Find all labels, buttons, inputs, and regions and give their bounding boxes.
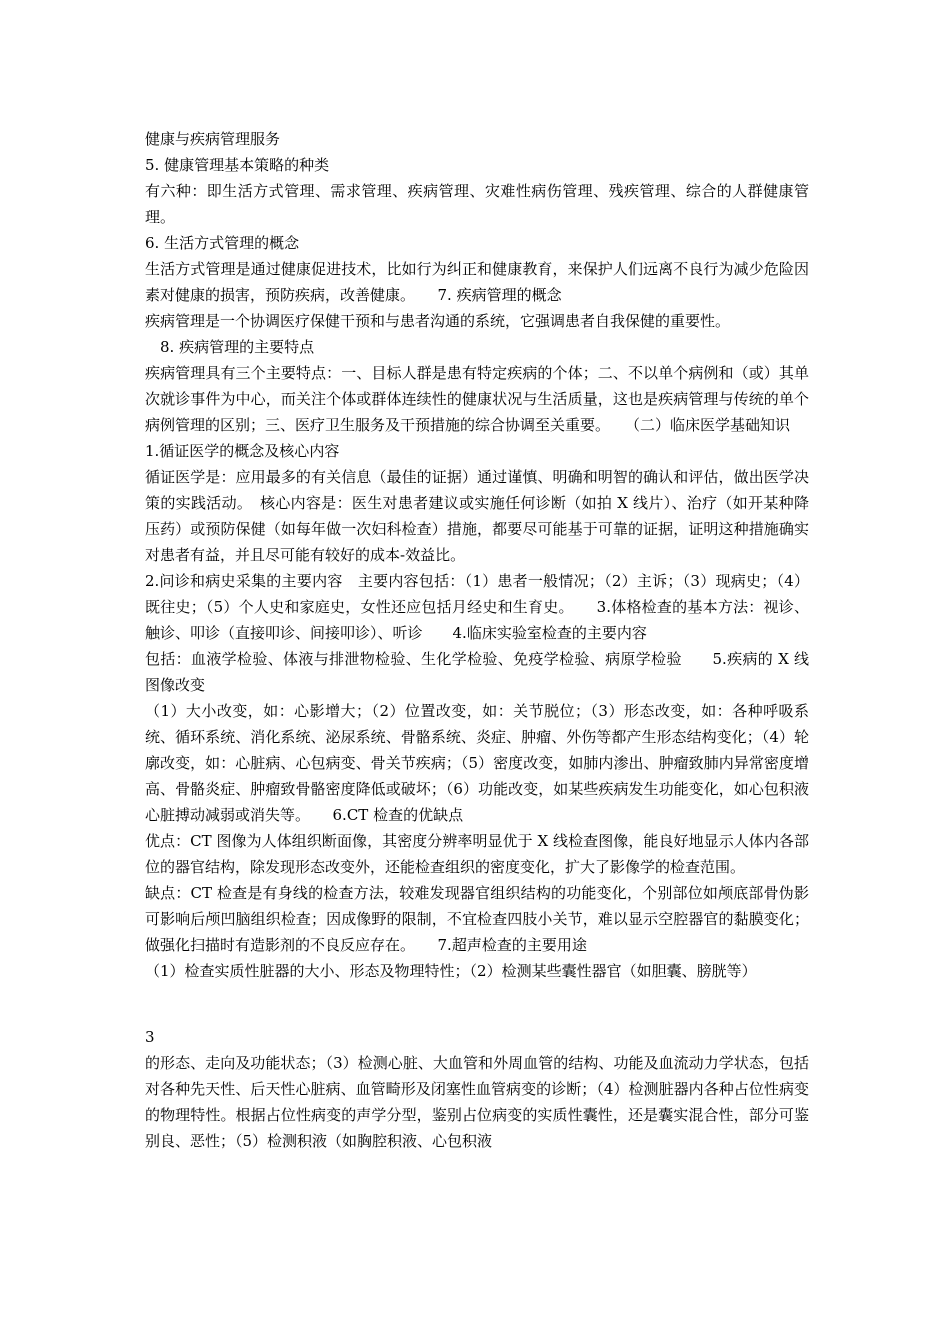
paragraph-ct-disadvantages: 缺点：CT 检查是有身线的检查方法，较难发现器官组织结构的功能变化，个别部位如颅底部骨伪影可影响后颅凹脑组织检查；因成像野的限制，不宜检查四肢小关节，难以显示空腔器官的黏膜变化；做强化扫描时有造影剂的不良反应存在。 7.超声检查的主要用途 [145, 884, 809, 954]
page-number: 3 [145, 1028, 155, 1046]
heading-strategy-types: 5. 健康管理基本策略的种类 [145, 156, 330, 174]
paragraph-xray-changes: （1）大小改变，如：心影增大；（2）位置改变，如：关节脱位；（3）形态改变，如：各种呼吸系统、循环系统、消化系统、泌尿系统、骨骼系统、炎症、肿瘤、外伤等都产生形态结构变化；（4）轮廓改变，如：心脏病、心包病变、骨关节疾病；（5）密度改变，如肺内渗出、肿瘤致肺内异常密度增高、骨骼炎症、肿瘤致骨骼密度降低或破坏；（6）功能改变，如某些疾病发生功能变化，如心包积液心脏搏动减弱或消失等。 6.CT 检查的优缺点 [145, 702, 809, 824]
document-page [145, 126, 809, 1154]
page-break-gap [145, 984, 809, 1024]
heading-disease-management-features: 8. 疾病管理的主要特点 [145, 338, 315, 356]
paragraph-disease-management-features: 疾病管理具有三个主要特点：一、目标人群是患有特定疾病的个体；二、不以单个病例和（或）其单次就诊事件为中心，而关注个体或群体连续性的健康状况与生活质量，这也是疾病管理与传统的单个病例管理的区别；三、医疗卫生服务及干预措施的综合协调至关重要。 （二）临床医学基础知识 [145, 364, 809, 434]
paragraph-ultrasound-continued: 的形态、走向及功能状态；（3）检测心脏、大血管和外周血管的结构、功能及血流动力学状态，包括对各种先天性、后天性心脏病、血管畸形及闭塞性血管病变的诊断；（4）检测脏器内各种占位性病变的物理特性。根据占位性病变的声学分型，鉴别占位病变的实质性囊性，还是囊实混合性，部分可鉴别良、恶性；（5）检测积液（如胸腔积液、心包积液 [145, 1054, 809, 1150]
heading-lifestyle-management: 6. 生活方式管理的概念 [145, 234, 300, 252]
paragraph-evidence-based-medicine: 循证医学是：应用最多的有关信息（最佳的证据）通过谨慎、明确和明智的确认和评估，做出医学决策的实践活动。 核心内容是：医生对患者建议或实施任何诊断（如拍 X 线片）、治疗（如开某种降压药）或预防保健（如每年做一次妇科检查）措施，都要尽可能基于可靠的证据，证明这种措施确实对患者有益，并且尽可能有较好的成本-效益比。 [145, 468, 809, 564]
paragraph-history-taking: 2.问诊和病史采集的主要内容 主要内容包括：（1）患者一般情况；（2）主诉；（3）现病史；（4）既往史；（5）个人史和家庭史，女性还应包括月经史和生育史。 3.体格检查的基本方法：视诊、触诊、叩诊（直接叩诊、间接叩诊）、听诊 4.临床实验室检查的主要内容 [145, 572, 809, 642]
paragraph-disease-management: 疾病管理是一个协调医疗保健干预和与患者沟通的系统，它强调患者自我保健的重要性。 [145, 312, 731, 330]
section-title: 健康与疾病管理服务 [145, 130, 281, 148]
heading-evidence-based-medicine: 1.循证医学的概念及核心内容 [145, 442, 340, 460]
paragraph-lab-tests: 包括：血液学检验、体液与排泄物检验、生化学检验、免疫学检验、病原学检验 5.疾病的 X 线图像改变 [145, 650, 809, 694]
paragraph-ct-advantages: 优点：CT 图像为人体组织断面像，其密度分辨率明显优于 X 线检查图像，能良好地显示人体内各部位的器官结构，除发现形态改变外，还能检查组织的密度变化，扩大了影像学的检查范围。 [145, 832, 809, 876]
paragraph-lifestyle-management: 生活方式管理是通过健康促进技术，比如行为纠正和健康教育，来保护人们远离不良行为减少危险因素对健康的损害，预防疾病，改善健康。 7. 疾病管理的概念 [145, 260, 809, 304]
paragraph-ultrasound-uses: （1）检查实质性脏器的大小、形态及物理特性；（2）检测某些囊性器官（如胆囊、膀胱等） [145, 962, 757, 980]
paragraph-strategy-types: 有六种：即生活方式管理、需求管理、疾病管理、灾难性病伤管理、残疾管理、综合的人群健康管理。 [145, 182, 809, 226]
